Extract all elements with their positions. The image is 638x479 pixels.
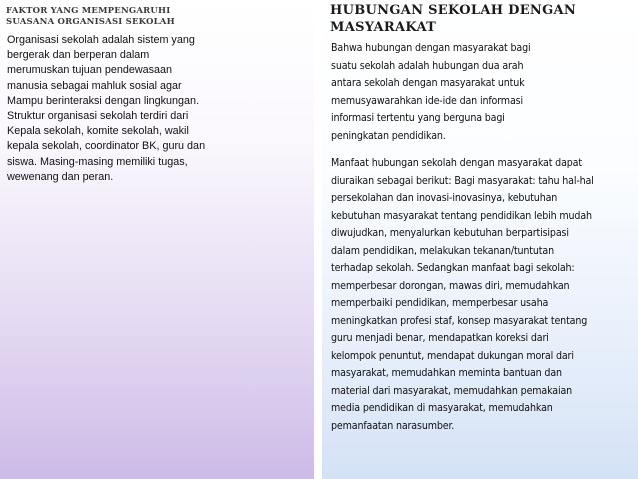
right-p2-line: guru menjadi benar, mendapatkan koreksi dari [331,332,549,344]
right-p2-line: diwujudkan, menyalurkan kebutuhan berpartisipasi [331,227,569,239]
right-p1-line: suatu sekolah adalah hubungan dua arah [331,59,524,72]
right-p1-line: antara sekolah dengan masyarakat untuk [331,77,525,89]
right-p2-line: kelompok penuntut, mendapat dukungan moral dari [331,349,574,362]
right-p1-line: Bahwa hubungan dengan masyarakat bagi [331,42,531,54]
left-heading-line: FAKTOR YANG MEMPENGARUHI [6,6,171,16]
left-body-line: manusia sebagai mahluk sosial agar [7,79,182,92]
right-p2-line: Manfaat hubungan sekolah dengan masyarakat dapat [331,157,582,169]
right-p2-line: diuraikan sebagai berikut: Bagi masyarakat: tahu hal-hal [331,174,594,187]
right-paragraph-1 [331,40,631,145]
right-p2-line: terhadap sekolah. Sedangkan manfaat bagi sekolah: [331,262,575,274]
left-body-line: bergerak dan berperan dalam [7,49,150,62]
right-p2-line: persekolahan dan inovasi-inovasinya, kebutuhan [331,192,558,204]
left-body-line: siswa. Masing-masing memiliki tugas, [7,155,188,168]
right-p2-line: pemanfaatan narasumber. [331,419,455,432]
left-body-text [7,33,309,185]
right-heading-line: HUBUNGAN SEKOLAH DENGAN [330,3,577,18]
left-body-line: Kepala sekolah, komite sekolah, wakil [7,125,189,138]
panel-divider [314,0,322,479]
right-paragraph-2 [331,155,631,435]
right-p1-line: informasi tertentu yang berguna bagi [331,112,505,124]
left-heading-line: SUASANA ORGANISASI SEKOLAH [6,17,175,27]
left-body-line: wewenang dan peran. [7,170,114,183]
right-p2-line: meningkatkan profesi staf, konsep masyarakat tentang [331,314,588,327]
right-p1-line: peningkatan pendidikan. [331,129,446,142]
right-p2-line: masyarakat, memudahkan meminta bantuan dan [331,367,562,379]
left-body-line: kepala sekolah, coordinator BK, guru dan [7,140,206,153]
right-heading-line: MASYARAKAT [330,20,437,35]
left-body-line: merumuskan tujuan pendewasaan [7,64,173,77]
right-p2-line: dalam pendidikan, melakukan tekanan/tuntutan [331,244,554,257]
left-body-line: Mampu berinteraksi dengan lingkungan. [7,94,200,107]
left-heading [6,6,306,28]
right-p2-line: media pendidikan di masyarakat, memudahkan [331,402,553,414]
right-p1-line: memusyawarahkan ide-ide dan informasi [331,94,523,107]
right-p2-line: kebutuhan masyarakat tentang pendidikan lebih mudah [331,209,592,222]
left-body-line: Organisasi sekolah adalah sistem yang [7,34,195,46]
right-p2-line: material dari masyarakat, memudahkan pemakaian [331,384,573,397]
right-heading [330,2,630,36]
right-p2-line: memperbaiki pendidikan, memperbesar usaha [331,297,549,309]
right-p2-line: memperbesar dorongan, mawas diri, memudahkan [331,279,570,292]
left-body-line: Struktur organisasi sekolah terdiri dari [7,110,189,123]
